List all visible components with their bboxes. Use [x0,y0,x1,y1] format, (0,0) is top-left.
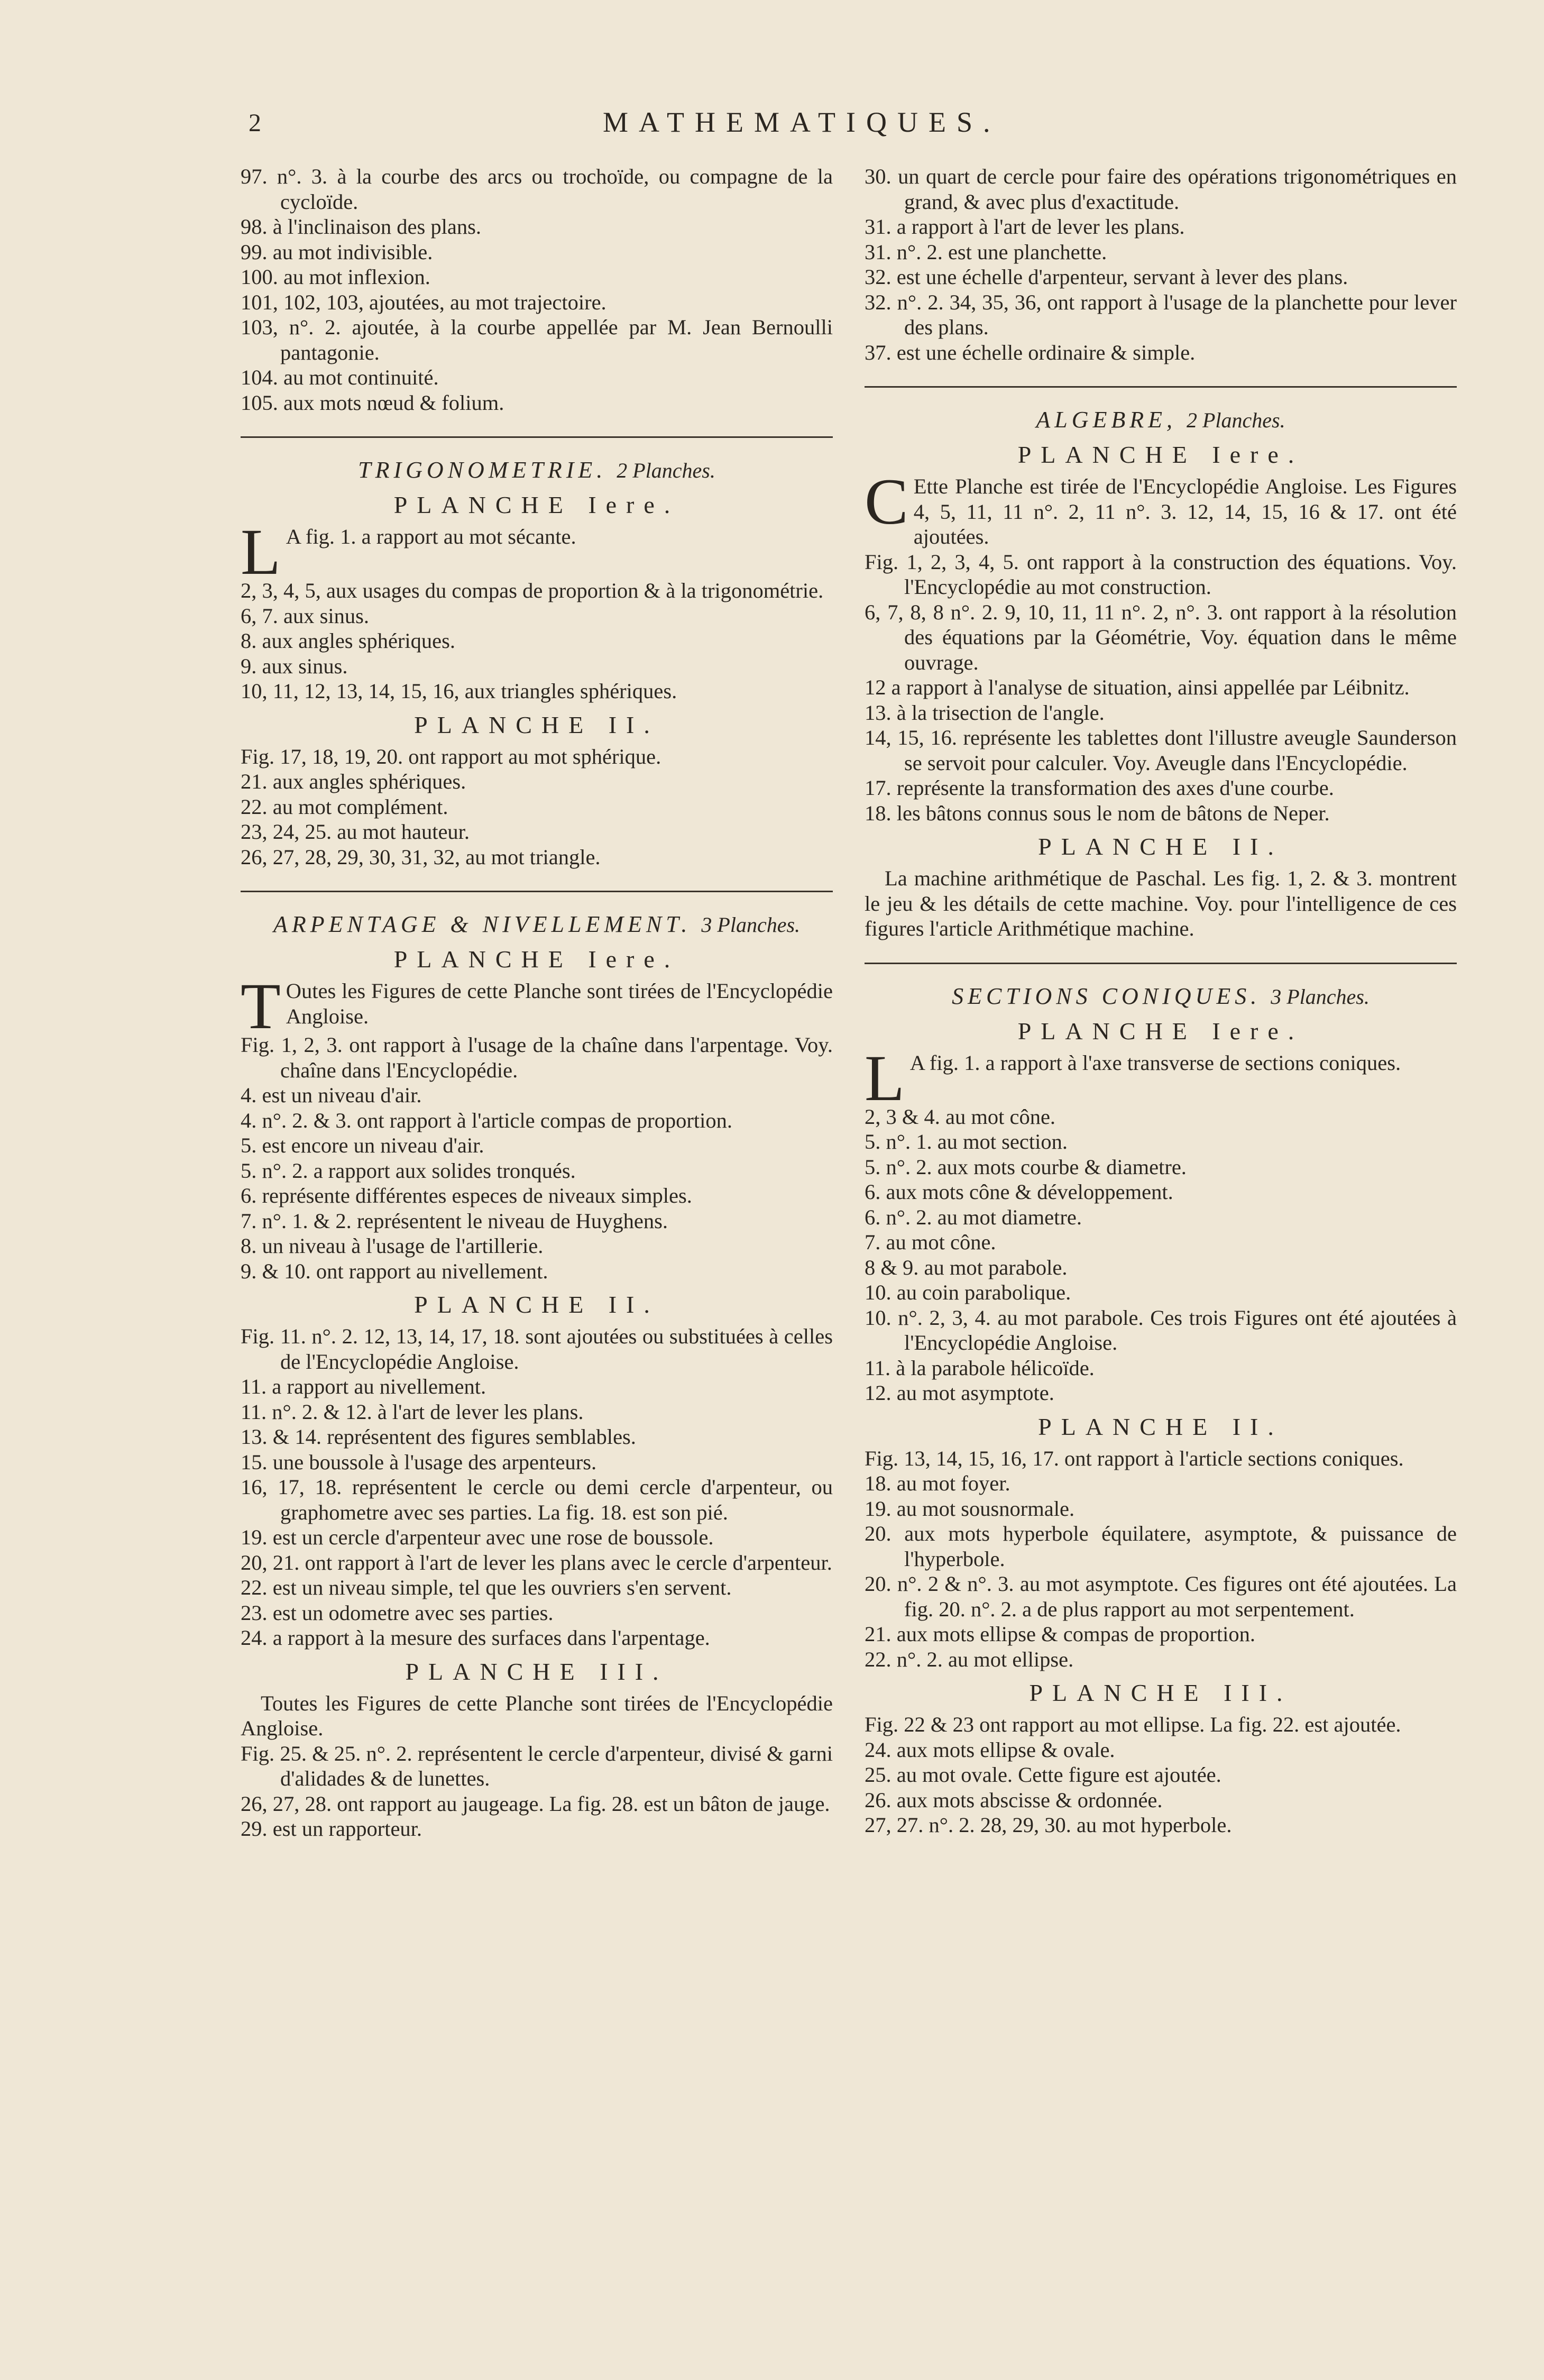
opening-paragraph [865,465,1457,550]
figure-entry: 16, 17, 18. représentent le cercle ou demi cercle d'arpenteur, ou graphometre avec ses parties. La fig. 18. est son pié. [241,1475,833,1524]
figure-entry: 13. & 14. représentent des figures semblables. [241,1425,636,1449]
figure-entry: 13. à la trisection de l'angle. [865,700,1105,725]
figure-entry: 31. n°. 2. est une planchette. [865,240,1107,264]
figure-entry: 26. aux mots abscisse & ordonnée. [865,1788,1163,1812]
figure-entry: 29. est un rapporteur. [241,1817,422,1841]
figure-entry: 24. a rapport à la mesure des surfaces dans l'arpentage. [241,1626,710,1650]
page-number: 2 [249,109,261,137]
figure-entry: 11. à la parabole hélicoïde. [865,1356,1095,1380]
figure-entry: 11. a rapport au nivellement. [241,1375,486,1398]
figure-entry: 22. n°. 2. au mot ellipse. [865,1647,1074,1671]
section-title: ARPENTAGE & NIVELLEMENT. [273,911,692,937]
figure-entry: 100. au mot inflexion. [241,265,430,289]
figure-entry: 9. & 10. ont rapport au nivellement. [241,1259,548,1283]
section-heading [241,911,833,938]
figure-entry: 103, n°. 2. ajoutée, à la courbe appellée par M. Jean Bernoulli pantagonie. [241,315,833,364]
section-title: TRIGONOMETRIE. [358,457,607,483]
section-heading [865,407,1457,434]
figure-entry: 26, 27, 28, 29, 30, 31, 32, au mot triangle. [241,845,601,869]
figure-entry: 30. un quart de cercle pour faire des opérations trigonométriques en grand, & avec plus d'exactitude. [865,164,1457,214]
figure-entry: 12 a rapport à l'analyse de situation, ainsi appellée par Léibnitz. [865,675,1410,699]
figure-entry: 9. aux sinus. [241,654,348,678]
section-rule [865,963,1457,964]
plate-heading: PLANCHE II. [1038,1413,1283,1440]
section-heading [865,983,1457,1010]
figure-entry: 20. aux mots hyperbole équilatere, asymptote, & puissance de l'hyperbole. [865,1522,1457,1571]
figure-entry: 5. est encore un niveau d'air. [241,1133,484,1157]
figure-entry: 8. aux angles sphériques. [241,629,456,653]
figure-entry: 6. représente différentes especes de niveaux simples. [241,1184,692,1207]
figure-entry: Fig. 1, 2, 3, 4, 5. ont rapport à la construction des équations. Voy. l'Encyclopédie au mot construction. [865,550,1457,599]
figure-entry: Fig. 11. n°. 2. 12, 13, 14, 17, 18. sont ajoutées ou substituées à celles de l'Encyclopédie Angloise. [241,1324,833,1374]
figure-entry: 6, 7, 8, 8 n°. 2. 9, 10, 11, 11 n°. 2, n°. 3. ont rapport à la résolution des équations par la Géométrie, Voy. équation dans le même ouvrage. [865,600,1457,674]
paragraph-text: Outes les Figures de cette Planche sont tirées de l'Encyclopédie Angloise. [286,979,833,1028]
section-plates: 3 Planches. [701,913,801,937]
figure-entry: 8. un niveau à l'usage de l'artillerie. [241,1234,544,1258]
drop-cap: C [865,465,908,538]
plate-heading: PLANCHE Iere. [1017,1017,1304,1045]
section-rule [241,891,833,892]
figure-entry: 6. n°. 2. au mot diametre. [865,1205,1082,1229]
section-rule [865,386,1457,388]
section-plates: 2 Planches. [1187,408,1285,432]
figure-entry: 26, 27, 28. ont rapport au jaugeage. La fig. 28. est un bâton de jauge. [241,1791,830,1816]
figure-entry: 12. au mot asymptote. [865,1381,1054,1405]
figure-entry: Fig. 25. & 25. n°. 2. représentent le cercle d'arpenteur, divisé & garni d'alidades & de lunettes. [241,1741,833,1790]
figure-entry: 14, 15, 16. représente les tablettes dont l'illustre aveugle Saunderson se servoit pour calculer. Voy. Aveugle dans l'Encyclopédie. [865,726,1457,775]
paragraph-text: A fig. 1. a rapport au mot sécante. [286,525,576,548]
plate-heading: PLANCHE II. [414,1291,659,1318]
figure-entry: 15. une boussole à l'usage des arpenteurs. [241,1450,597,1474]
figure-entry: 2, 3 & 4. au mot cône. [865,1104,1056,1129]
figure-entry: Fig. 1, 2, 3. ont rapport à l'usage de la chaîne dans l'arpentage. Voy. chaîne dans l'Encyclopédie. [241,1033,833,1082]
paragraph: Toutes les Figures de cette Planche sont tirées de l'Encyclopédie Angloise. [241,1691,833,1740]
figure-entry: 22. au mot complément. [241,794,448,819]
drop-cap: L [865,1041,905,1114]
figure-entry: 5. n°. 1. au mot section. [865,1130,1068,1154]
figure-entry: 4. n°. 2. & 3. ont rapport à l'article compas de proportion. [241,1108,733,1132]
figure-entry: 21. aux mots ellipse & compas de proportion. [865,1622,1256,1646]
section-rule [241,436,833,438]
opening-paragraph [241,516,833,588]
figure-entry: 97. n°. 3. à la courbe des arcs ou trochoïde, ou compagne de la cycloïde. [241,164,833,214]
figure-entry: 21. aux angles sphériques. [241,770,466,793]
figure-entry: 20, 21. ont rapport à l'art de lever les plans avec le cercle d'arpenteur. [241,1550,832,1575]
figure-entry: 25. au mot ovale. Cette figure est ajoutée. [865,1763,1221,1787]
section-title: ALGEBRE, [1036,407,1177,433]
drop-cap: T [241,970,281,1042]
figure-entry: 6. aux mots cône & développement. [865,1180,1173,1204]
figure-entry: 37. est une échelle ordinaire & simple. [865,340,1196,364]
paragraph-text: Ette Planche est tirée de l'Encyclopédie Angloise. Les Figures 4, 5, 11, 11 n°. 2, 11 n°. 3. 12, 14, 15, 16 & 17. ont été ajoutées. [913,474,1457,548]
figure-entry: 19. est un cercle d'arpenteur avec une rose de boussole. [241,1525,714,1549]
plate-heading: PLANCHE Iere. [393,491,680,518]
opening-paragraph [241,970,833,1042]
figure-entry: 22. est un niveau simple, tel que les ouvriers s'en servent. [241,1576,732,1599]
figure-entry: 10. n°. 2, 3, 4. au mot parabole. Ces trois Figures ont été ajoutées à l'Encyclopédie Angloise. [865,1305,1457,1354]
figure-entry: 4. est un niveau d'air. [241,1083,422,1107]
section-heading [241,457,833,484]
figure-entry: 32. n°. 2. 34, 35, 36, ont rapport à l'usage de la planchette pour lever des plans. [865,290,1457,339]
plate-heading: PLANCHE II. [414,711,659,738]
running-head: MATHEMATIQUES. [603,106,1001,138]
right-column [865,164,1457,1838]
left-column [241,164,833,1842]
figure-entry: 18. au mot foyer. [865,1471,1010,1495]
section-plates: 3 Planches. [1271,984,1370,1009]
figure-entry: 7. au mot cône. [865,1230,996,1254]
figure-entry: 31. a rapport à l'art de lever les plans. [865,215,1185,239]
figure-entry: 101, 102, 103, ajoutées, au mot trajectoire. [241,290,606,314]
figure-entry: 17. représente la transformation des axes d'une courbe. [865,776,1334,800]
figure-entry: 5. n°. 2. a rapport aux solides tronqués. [241,1158,576,1183]
plate-heading: PLANCHE II. [1038,833,1283,860]
plate-heading: PLANCHE III. [405,1658,668,1685]
figure-entry: 27, 27. n°. 2. 28, 29, 30. au mot hyperbole. [865,1813,1232,1837]
section-title: SECTIONS CONIQUES. [952,983,1261,1009]
figure-entry: 10. au coin parabolique. [865,1280,1071,1304]
figure-entry: 7. n°. 1. & 2. représentent le niveau de Huyghens. [241,1209,668,1233]
figure-entry: 8 & 9. au mot parabole. [865,1255,1068,1279]
figure-entry: 105. aux mots nœud & folium. [241,390,504,415]
figure-entry: 104. au mot continuité. [241,365,439,389]
figure-entry: Fig. 13, 14, 15, 16, 17. ont rapport à l'article sections coniques. [865,1446,1404,1470]
figure-entry: 11. n°. 2. & 12. à l'art de lever les plans. [241,1399,584,1424]
figure-entry: 10, 11, 12, 13, 14, 15, 16, aux triangles sphériques. [241,679,677,703]
figure-entry: 98. à l'inclinaison des plans. [241,215,481,239]
figure-entry: 18. les bâtons connus sous le nom de bâtons de Neper. [865,801,1330,825]
figure-entry: 23. est un odometre avec ses parties. [241,1600,554,1625]
drop-cap: L [241,516,281,588]
section-plates: 2 Planches. [617,459,715,482]
figure-entry: 2, 3, 4, 5, aux usages du compas de proportion & à la trigonométrie. [241,579,824,602]
figure-entry: 32. est une échelle d'arpenteur, servant à lever des plans. [865,265,1348,289]
plate-heading: PLANCHE III. [1029,1679,1292,1706]
paragraph: La machine arithmétique de Paschal. Les fig. 1, 2. & 3. montrent le jeu & les détails de cette machine. Voy. pour l'intelligence de ces figures l'article Arithmétique machine. [865,866,1457,940]
plate-heading: PLANCHE Iere. [1017,441,1304,468]
figure-entry: 20. n°. 2 & n°. 3. au mot asymptote. Ces figures ont été ajoutées. La fig. 20. n°. 2. a de plus rapport au mot serpentement. [865,1572,1457,1621]
opening-paragraph [865,1041,1457,1114]
plate-heading: PLANCHE Iere. [393,946,680,973]
figure-entry: 99. au mot indivisible. [241,240,433,264]
figure-entry: 19. au mot sousnormale. [865,1496,1075,1521]
figure-entry: 24. aux mots ellipse & ovale. [865,1737,1115,1762]
figure-entry: Fig. 22 & 23 ont rapport au mot ellipse. La fig. 22. est ajoutée. [865,1713,1401,1736]
figure-entry: Fig. 17, 18, 19, 20. ont rapport au mot sphérique. [241,744,661,768]
figure-entry: 6, 7. aux sinus. [241,603,369,628]
figure-entry: 5. n°. 2. aux mots courbe & diametre. [865,1155,1187,1179]
paragraph-text: A fig. 1. a rapport à l'axe transverse de sections coniques. [909,1050,1401,1075]
figure-entry: 23, 24, 25. au mot hauteur. [241,820,470,844]
